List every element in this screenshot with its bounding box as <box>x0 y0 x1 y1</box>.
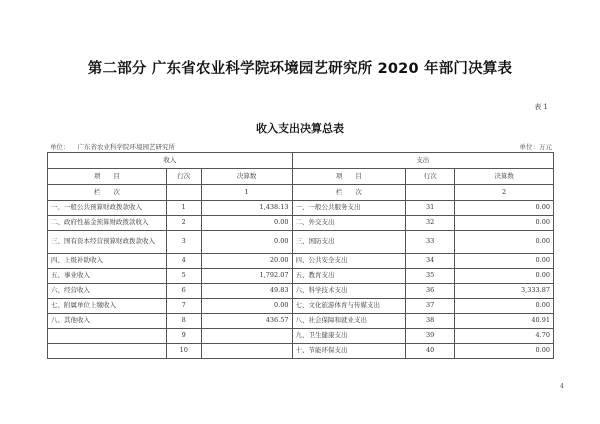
income-line: 7 <box>166 299 201 314</box>
income-line: 1 <box>166 201 201 216</box>
income-item-header: 项 目 <box>48 169 167 185</box>
income-line: 6 <box>166 284 201 299</box>
document-title: 第二部分 广东省农业科学院环境园艺研究所 2020 年部门决算表 <box>87 61 513 77</box>
income-amount: 49.83 <box>201 284 292 299</box>
income-amount-header: 决算数 <box>201 169 292 185</box>
expense-index-label: 栏 次 <box>292 185 406 201</box>
expense-item: 六、科学技术支出 <box>292 284 406 299</box>
expense-amount: 0.00 <box>455 299 554 314</box>
expense-amount: 0.00 <box>455 269 554 284</box>
expense-line: 35 <box>406 269 455 284</box>
currency-unit: 单位：万元 <box>519 143 552 151</box>
income-amount <box>201 329 292 344</box>
table-row <box>48 269 554 284</box>
expense-amount-header: 决算数 <box>455 169 554 185</box>
expense-amount: 0.00 <box>455 231 554 254</box>
table-row <box>48 314 554 329</box>
page-number: 4 <box>560 383 564 390</box>
expense-line: 34 <box>406 254 455 269</box>
income-amount: 0.00 <box>201 231 292 254</box>
organization-unit <box>50 142 183 151</box>
income-header: 收入 <box>48 153 293 169</box>
income-item: 六、经营收入 <box>48 284 167 299</box>
income-index-value: 1 <box>201 185 292 201</box>
expense-amount: 0.00 <box>455 254 554 269</box>
unit-org: 广东省农业科学院环境园艺研究所 <box>77 143 175 151</box>
table-row <box>48 254 554 269</box>
income-amount: 0.00 <box>201 299 292 314</box>
income-line: 9 <box>166 329 201 344</box>
income-line: 8 <box>166 314 201 329</box>
expense-item: 四、公共安全支出 <box>292 254 406 269</box>
expense-line: 39 <box>406 329 455 344</box>
expense-amount: 0.00 <box>455 216 554 231</box>
income-item <box>48 329 167 344</box>
table-row <box>48 231 554 254</box>
income-amount: 1,438.13 <box>201 201 292 216</box>
expense-amount: 0.00 <box>455 344 554 359</box>
income-line: 5 <box>166 269 201 284</box>
table-row <box>48 216 554 231</box>
expense-index-value: 2 <box>455 185 554 201</box>
expense-item: 十、节能环保支出 <box>292 344 406 359</box>
expense-index-blank <box>406 185 455 201</box>
income-item: 五、事业收入 <box>48 269 167 284</box>
expense-line: 32 <box>406 216 455 231</box>
expense-line: 37 <box>406 299 455 314</box>
table-row <box>48 284 554 299</box>
expense-amount: 40.91 <box>455 314 554 329</box>
expense-item: 二、外交支出 <box>292 216 406 231</box>
expense-line: 31 <box>406 201 455 216</box>
expense-item-header: 项 目 <box>292 169 406 185</box>
income-item: 八、其他收入 <box>48 314 167 329</box>
expense-amount: 3,333.87 <box>455 284 554 299</box>
table-title: 收入支出决算总表 <box>256 122 344 135</box>
expense-item: 八、社会保障和就业支出 <box>292 314 406 329</box>
income-line: 2 <box>166 216 201 231</box>
income-expense-table <box>47 152 554 359</box>
expense-item: 三、国防支出 <box>292 231 406 254</box>
expense-item: 七、文化旅游体育与传媒支出 <box>292 299 406 314</box>
income-item <box>48 344 167 359</box>
expense-line-header: 行次 <box>406 169 455 185</box>
expense-header: 支出 <box>292 153 554 169</box>
expense-line: 33 <box>406 231 455 254</box>
income-index-label: 栏 次 <box>48 185 167 201</box>
income-amount <box>201 344 292 359</box>
income-amount: 20.00 <box>201 254 292 269</box>
income-item: 七、附属单位上缴收入 <box>48 299 167 314</box>
expense-line: 40 <box>406 344 455 359</box>
income-amount: 0.00 <box>201 216 292 231</box>
expense-amount: 0.00 <box>455 201 554 216</box>
income-item: 四、上级补助收入 <box>48 254 167 269</box>
expense-line: 36 <box>406 284 455 299</box>
table-row <box>48 201 554 216</box>
expense-item: 九、卫生健康支出 <box>292 329 406 344</box>
expense-item: 五、教育支出 <box>292 269 406 284</box>
income-item: 二、政府性基金预算财政拨款收入 <box>48 216 167 231</box>
table-row <box>48 344 554 359</box>
income-item: 三、国有资本经营预算财政拨款收入 <box>48 231 167 254</box>
income-line: 4 <box>166 254 201 269</box>
column-header-row <box>48 169 554 185</box>
expense-amount: 4.70 <box>455 329 554 344</box>
income-index-blank <box>166 185 201 201</box>
expense-item: 一、一般公共服务支出 <box>292 201 406 216</box>
income-amount: 1,792.07 <box>201 269 292 284</box>
table-row <box>48 299 554 314</box>
expense-line: 38 <box>406 314 455 329</box>
income-item: 一、一般公共预算财政拨款收入 <box>48 201 167 216</box>
income-line: 3 <box>166 231 201 254</box>
income-line: 10 <box>166 344 201 359</box>
table-number: 表 1 <box>534 103 548 111</box>
income-line-header: 行次 <box>166 169 201 185</box>
table-row <box>48 329 554 344</box>
column-index-row <box>48 185 554 201</box>
unit-label: 单位： <box>50 143 70 151</box>
section-header-row <box>48 153 554 169</box>
income-amount: 436.57 <box>201 314 292 329</box>
